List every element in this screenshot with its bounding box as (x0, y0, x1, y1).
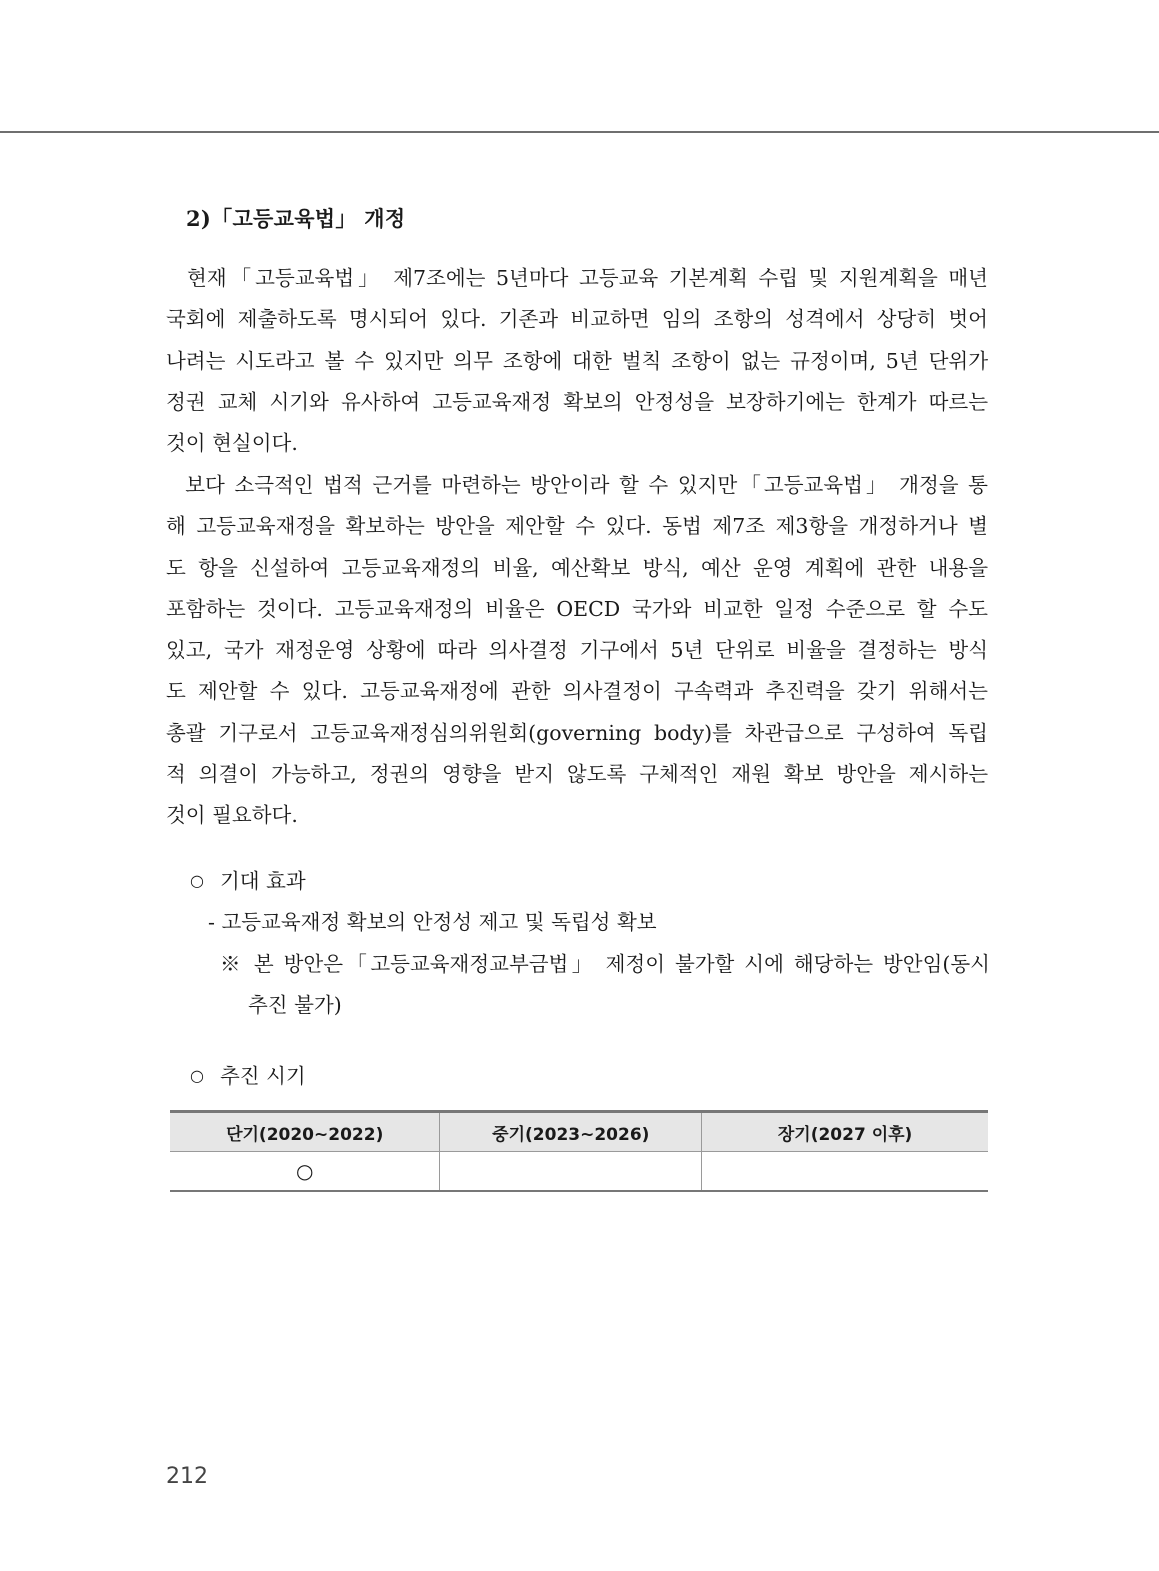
schedule-cell-short-term: ○ (170, 1152, 440, 1192)
schedule-cell-long-term (702, 1152, 988, 1192)
schedule-header-mid-term: 중기(2023~2026) (440, 1112, 702, 1152)
schedule-heading (190, 1056, 306, 1096)
expected-effects-heading (190, 861, 306, 901)
circle-bullet-icon: ○ (190, 1066, 204, 1085)
schedule-table (170, 1110, 988, 1192)
expected-effects-item: - 고등교육재정 확보의 안정성 제고 및 독립성 확보 (208, 910, 657, 934)
table-row (170, 1152, 988, 1192)
schedule-header-short-term: 단기(2020~2022) (170, 1112, 440, 1152)
note-line: ※ 본 방안은「고등교육재정교부금법」 제정이 불가할 시에 해당하는 방안임(동시 (220, 952, 990, 976)
paragraph-1 (166, 258, 988, 464)
schedule-title: 추진 시기 (220, 1064, 306, 1088)
paragraph-line: 해 고등교육재정을 확보하는 방안을 제안할 수 있다. 동법 제7조 제3항을 개정하거나 별 (166, 514, 988, 539)
page-number: 212 (166, 1464, 208, 1489)
paragraph-line: 정권 교체 시기와 유사하여 고등교육재정 확보의 안정성을 보장하기에는 한계가 따르는 (166, 389, 988, 414)
paragraph-line: 총괄 기구로서 고등교육재정심의위원회(governing body)를 차관급으로 구성하여 독립 (166, 720, 988, 745)
paragraph-line: 것이 필요하다. (166, 803, 298, 828)
paragraph-line: 적 의결이 가능하고, 정권의 영향을 받지 않도록 구체적인 재원 확보 방안을 제시하는 (166, 762, 988, 787)
schedule-header-row (170, 1112, 988, 1152)
paragraph-line: 나려는 시도라고 볼 수 있지만 의무 조항에 대한 벌칙 조항이 없는 규정이며, 5년 단위가 (166, 348, 988, 373)
paragraph-line: 있고, 국가 재정운영 상황에 따라 의사결정 기구에서 5년 단위로 비율을 결정하는 방식 (166, 638, 988, 663)
paragraph-line: 국회에 제출하도록 명시되어 있다. 기존과 비교하면 임의 조항의 성격에서 상당히 벗어 (166, 307, 988, 332)
circle-bullet-icon: ○ (190, 871, 204, 890)
header-rule (0, 131, 1159, 133)
note-line: 추진 불가) (248, 993, 342, 1017)
paragraph-line: 것이 현실이다. (166, 431, 298, 456)
expected-effects-title: 기대 효과 (220, 869, 306, 893)
paragraph-2 (166, 465, 988, 837)
paragraph-line: 현재「고등교육법」 제7조에는 5년마다 고등교육 기본계획 수립 및 지원계획을 매년 (166, 266, 988, 290)
schedule-header-long-term: 장기(2027 이후) (702, 1112, 988, 1152)
paragraph-line: 보다 소극적인 법적 근거를 마련하는 방안이라 할 수 있지만「고등교육법」 개정을 통 (166, 473, 988, 497)
schedule-cell-mid-term (440, 1152, 702, 1192)
expected-effects-note (220, 944, 990, 1026)
section-heading: 2)「고등교육법」 개정 (186, 206, 406, 231)
paragraph-line: 도 항을 신설하여 고등교육재정의 비율, 예산확보 방식, 예산 운영 계획에 관한 내용을 (166, 555, 988, 580)
paragraph-line: 포함하는 것이다. 고등교육재정의 비율은 OECD 국가와 비교한 일정 수준으로 할 수도 (166, 596, 988, 621)
paragraph-line: 도 제안할 수 있다. 고등교육재정에 관한 의사결정이 구속력과 추진력을 갖기 위해서는 (166, 679, 988, 704)
